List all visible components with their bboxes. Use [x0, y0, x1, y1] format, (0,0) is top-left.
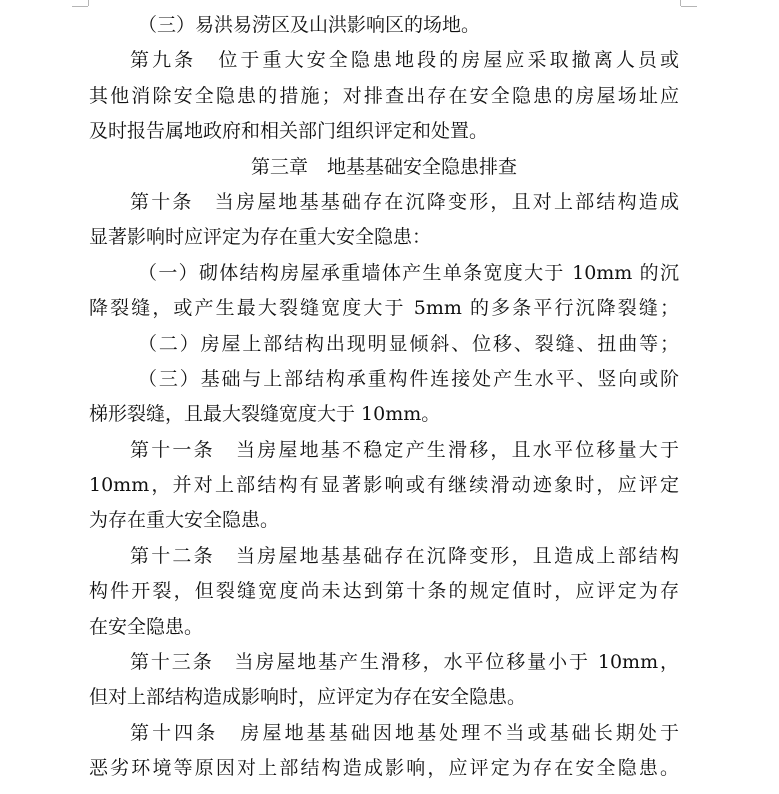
article-10-item-3-line-1: （三）基础与上部结构承重构件连接处产生水平、竖向或阶 [138, 367, 679, 390]
article-9-line-2: 其他消除安全隐患的措施；对排查出存在安全隐患的房屋场址应 [89, 84, 679, 107]
article-10-item-1-line-2: 降裂缝，或产生最大裂缝宽度大于 5mm 的多条平行沉降裂缝； [89, 297, 679, 320]
article-10-item-1-line-1: （一）砌体结构房屋承重墙体产生单条宽度大于 10mm 的沉 [138, 261, 679, 284]
article-10-item-3-line-2: 梯形裂缝，且最大裂缝宽度大于 10mm。 [89, 403, 441, 426]
article-13-line-2: 但对上部结构造成影响时，应评定为存在安全隐患。 [89, 686, 527, 709]
article-11-line-3: 为存在重大安全隐患。 [89, 509, 280, 532]
list-item-flood-zone: （三）易洪易涝区及山洪影响区的场地。 [138, 14, 481, 36]
article-14-line-2: 恶劣环境等原因对上部结构造成影响，应评定为存在安全隐患。 [89, 757, 679, 780]
article-9-line-3: 及时报告属地政府和相关部门组织评定和处置。 [89, 120, 489, 143]
article-13-line-1: 第十三条 当房屋地基产生滑移，水平位移量小于 10mm， [130, 651, 679, 674]
article-9-line-1: 第九条 位于重大安全隐患地段的房屋应采取撤离人员或 [130, 49, 679, 72]
article-10-line-2: 显著影响时应评定为存在重大安全隐患： [89, 226, 432, 249]
article-14-line-1: 第十四条 房屋地基基础因地基处理不当或基础长期处于 [130, 721, 679, 744]
article-12-line-1: 第十二条 当房屋地基基础存在沉降变形，且造成上部结构 [130, 544, 679, 567]
article-11-line-2: 10mm，并对上部结构有显著影响或有继续滑动迹象时，应评定 [89, 474, 679, 497]
article-10-line-1: 第十条 当房屋地基基础存在沉降变形，且对上部结构造成 [130, 190, 679, 213]
chapter-3-heading: 第三章 地基基础安全隐患排查 [250, 155, 517, 178]
article-12-line-2: 构件开裂，但裂缝宽度尚未达到第十条的规定值时，应评定为存 [89, 580, 679, 603]
document-body [89, 8, 679, 787]
article-10-item-2: （二）房屋上部结构出现明显倾斜、位移、裂缝、扭曲等； [138, 332, 679, 355]
crop-mark-top-right [680, 0, 701, 6]
crop-mark-top-left [68, 0, 89, 6]
article-12-line-3: 在安全隐患。 [89, 615, 204, 638]
article-11-line-1: 第十一条 当房屋地基不稳定产生滑移，且水平位移量大于 [130, 438, 679, 461]
